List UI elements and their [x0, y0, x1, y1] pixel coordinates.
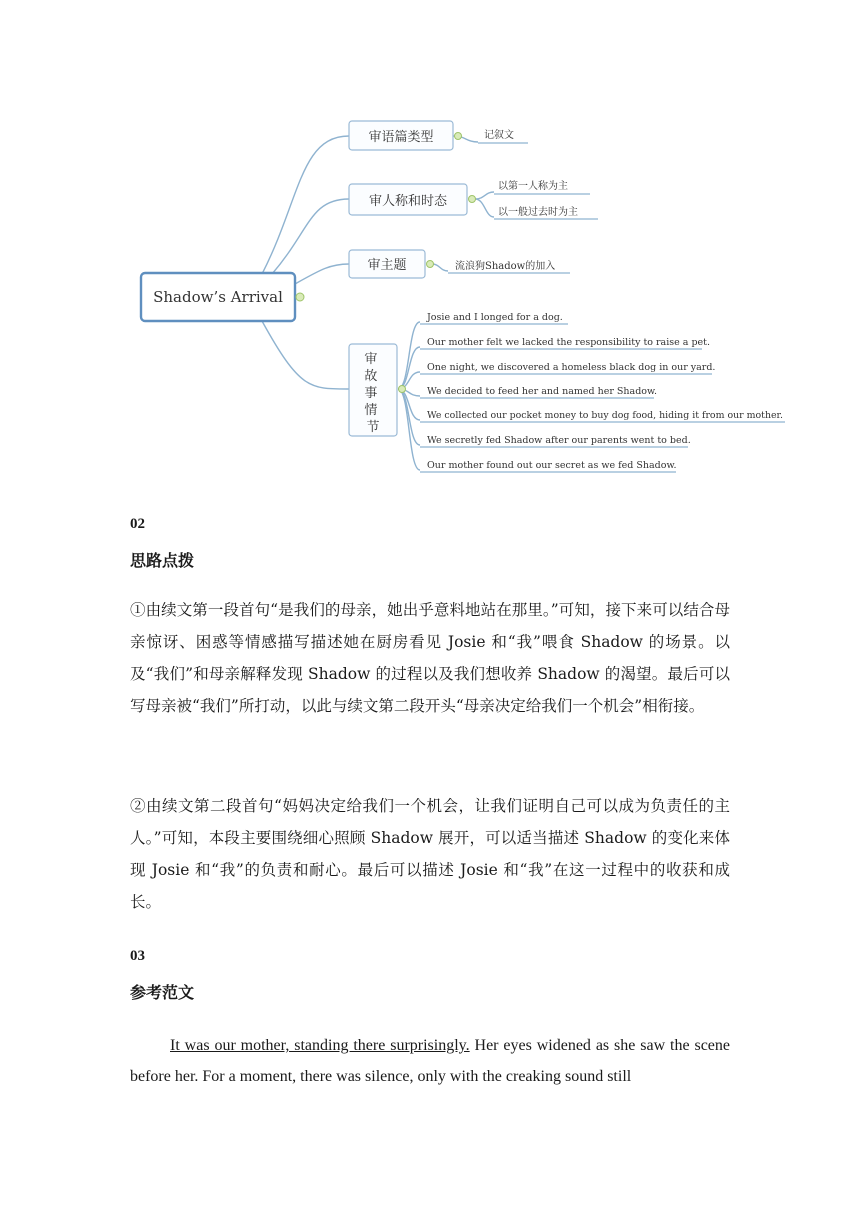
- plot-item: One night, we discovered a homeless black dog in our yard.: [427, 362, 716, 373]
- essay-paragraph: [130, 1030, 730, 1092]
- connector-leaf-tense: [475, 199, 494, 217]
- essay-continuation: Her eyes widened as she saw the scene before her. For a moment, there was silence, only with the creaking sound still: [130, 1037, 731, 1085]
- root-label: Shadow’s Arrival: [153, 288, 283, 306]
- plot-item: We decided to feed her and named her Shadow.: [427, 386, 658, 397]
- connector-plot: [262, 321, 349, 389]
- collapse-icon: [455, 133, 462, 140]
- section-title-03: 参考范文: [130, 983, 195, 1002]
- leaf-person: 以第一人称为主: [498, 181, 568, 192]
- collapse-icon: [296, 293, 304, 301]
- plot-item: Our mother found out our secret as we fed Shadow.: [427, 460, 677, 471]
- plot-item: Josie and I longed for a dog.: [427, 312, 563, 323]
- branch-genre-label: 审语篇类型: [368, 130, 434, 145]
- connector-leaf-theme: [432, 264, 448, 271]
- section-title-02: 思路点拨: [130, 551, 195, 570]
- connector-person-tense: [272, 199, 349, 274]
- section-number-03: 03: [130, 948, 145, 964]
- branch-plot-label: 审 故 事 情 节: [364, 352, 380, 435]
- essay-first-sentence: It was our mother, standing there surprisingly.: [170, 1037, 470, 1054]
- paragraph-1: ①由续文第一段首句“是我们的母亲，她出乎意料地站在那里。”可知，接下来可以结合母亲惊讶、困惑等情感描写描述她在厨房看见 Josie 和“我”喂食 Shadow 的场景。以及“我们”和母亲解释发现 Shadow 的过程以及我们想收养 Shadow 的渴望。最后可以写母亲被“我们”所打动，以此与续文第二段开头“母亲决定给我们一个机会”相衔接。: [130, 601, 730, 715]
- paragraph-2: ②由续文第二段首句“妈妈决定给我们一个机会，让我们证明自己可以成为负责任的主人。”可知，本段主要围绕细心照顾 Shadow 展开，可以适当描述 Shadow 的变化来体现 Josie 和“我”的负责和耐心。最后可以描述 Josie 和“我”在这一过程中的收获和成长。: [130, 797, 730, 911]
- collapse-icon: [427, 261, 434, 268]
- collapse-icon: [399, 386, 406, 393]
- connector-leaf-person: [475, 192, 494, 199]
- leaf-theme: 流浪狗Shadow的加入: [455, 261, 556, 272]
- branch-theme-label: 审主题: [367, 258, 407, 273]
- plot-item: Our mother felt we lacked the responsibility to raise a pet.: [427, 337, 710, 348]
- section-number-02: 02: [130, 516, 145, 532]
- branch-person-tense-label: 审人称和时态: [368, 194, 448, 209]
- connector-genre: [262, 136, 349, 274]
- plot-item: We secretly fed Shadow after our parents went to bed.: [427, 435, 691, 446]
- leaf-tense: 以一般过去时为主: [498, 207, 578, 218]
- leaf-genre: 记叙文: [484, 130, 514, 141]
- collapse-icon: [469, 196, 476, 203]
- plot-item: We collected our pocket money to buy dog food, hiding it from our mother.: [427, 410, 783, 421]
- mind-map: [0, 0, 860, 490]
- connector-theme: [295, 264, 349, 284]
